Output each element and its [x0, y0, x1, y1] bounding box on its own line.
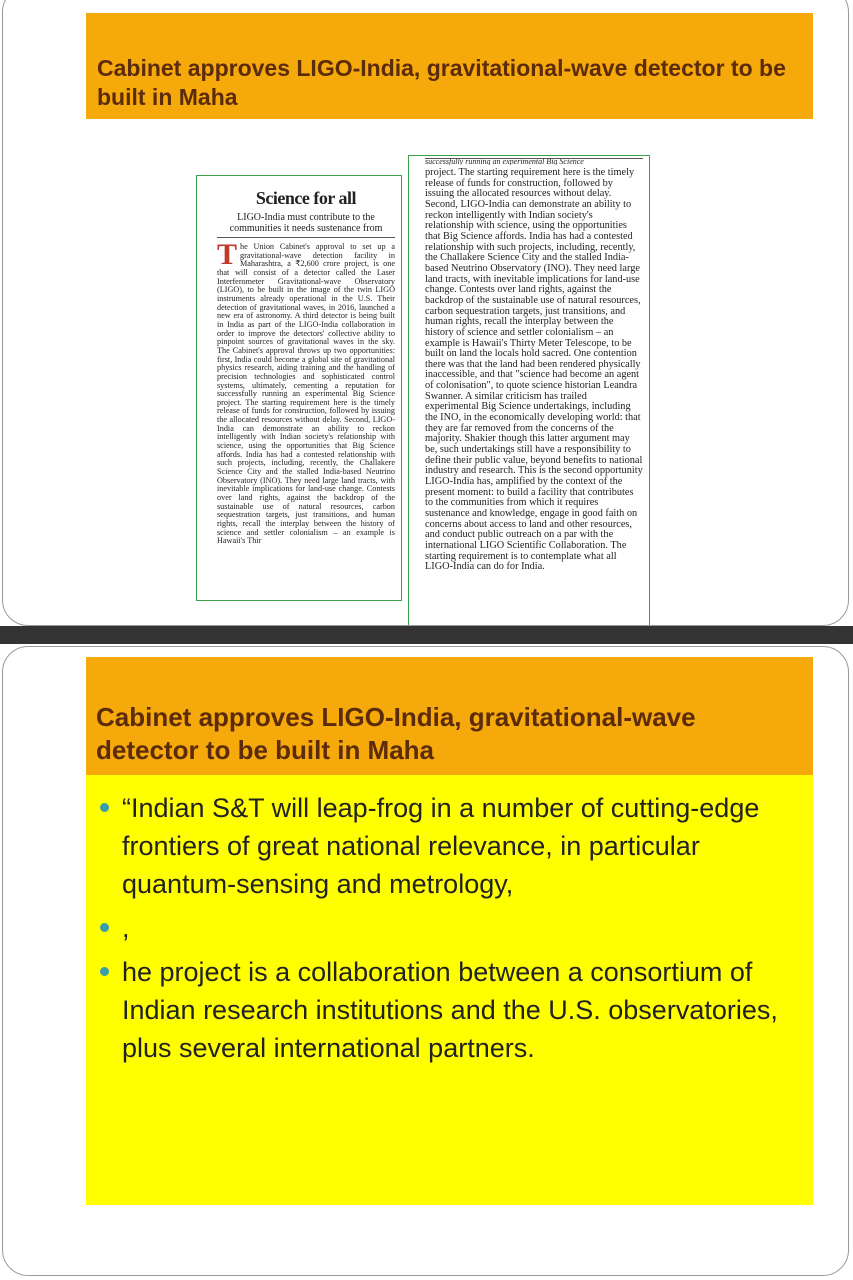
clipping-subhead: LIGO-India must contribute to the communities it needs sustenance from [217, 212, 395, 238]
bullet-content [86, 775, 813, 1205]
slide-1 [2, 0, 849, 626]
bullet-item [98, 953, 799, 1067]
clipping-body-continued: project. The starting requirement here is the timely release of funds for construction, followed by issuing the allocated resources without delay. Second, LIGO-India can demonstrate an ability to reckon intelligently with Indian society's relationship with science, using the opportunities that Big Science affords. India has had a contested relationship with such projects, including, recently, the Challakere Science City and the stalled India-based Neutrino Observatory (INO). They need large land tracts, with inevitable implications for land-use change. Contests over land rights, against the backdrop of the sustainable use of natural resources, carbon sequestration targets, just transitions, and human rights, recall the interplay between the history of science and settler colonialism – an example is Hawaii's Thirty Meter Telescope, to be built on land the locals hold sacred. One contention there was that the land had been rendered physically inaccessible, and that "science had become an agent of colonisation", to quote science historian Leandra Swanner. A similar criticism has trailed experimental Big Science undertakings, including the INO, in the economically developing world: that they are far removed from the concerns of the majority. Shakier though this latter argument may be, such undertakings still have a responsibility to define their public value, beyond benefits to national industry and research. This is the second opportunity LIGO-India has, amplified by the context of the present moment: to build a facility that contributes to the communities from which it requires sustenance and knowledge, engage in good faith on concerns about access to land and other resources, and conduct public outreach on a par with the international LIGO Scientific Collaboration. The starting requirement is to contemplate what all LIGO-India can do for India. [425, 167, 643, 573]
clipping-cut-line: successfully running an experimental Big Science [425, 158, 643, 165]
slide-title: Cabinet approves LIGO-India, gravitational-wave detector to be built in Maha [97, 55, 786, 110]
slide-title-banner [86, 13, 813, 119]
bullet-dot-icon [100, 967, 109, 976]
clipping-body-text: he Union Cabinet's approval to set up a gravitational-wave detection facility in Maharashtra, a ₹2,600 crore project, is one that will consist of a detector called the Laser Interferometer Gravitational-wave Observatory (LIGO), to be built in the image of the twin LIGO instruments already operational in the U.S. Their detection of gravitational waves, in 2016, launched a new era of astronomy. A third detector is being built in India as part of the LIGO-India collaboration in order to improve the detectors' collective ability to pinpoint sources of gravitational waves in the sky. The Cabinet's approval throws up two opportunities: first, India could become a global site of gravitational physics research, aiding training and the handling of precision technologies and sophisticated control systems, ultimately, cementing a reputation for successfully running an experimental Big Science project. The starting requirement here is the timely release of funds for construction, followed by issuing the allocated resources without delay. Second, LIGO-India can demonstrate an ability to reckon intelligently with Indian society's relationship with science, using the opportunities that Big Science affords. India has had a contested relationship with such projects, including, recently, the Challakere Science City and the stalled India-based Neutrino Observatory (INO). They need large land tracts, with inevitable implications for land-use change. Contests over land rights, against the backdrop of the sustainable use of natural resources, carbon sequestration targets, just transitions, and human rights, recall the interplay between the history of science and settler colonialism – an example is Hawaii's Thir [217, 242, 395, 546]
bullet-text: “Indian S&T will leap-frog in a number of cutting-edge frontiers of great national relevance, in particular quantum-sensing and metrology, [122, 793, 760, 899]
bullet-item [98, 789, 799, 903]
bullet-item [98, 909, 799, 947]
slide-2 [2, 646, 849, 1276]
slide-title: Cabinet approves LIGO-India, gravitational-wave detector to be built in Maha [96, 702, 696, 765]
bullet-text: , [122, 913, 130, 943]
clipping-body [217, 238, 395, 546]
page-separator [0, 626, 853, 644]
bullet-text: he project is a collaboration between a consortium of Indian research institutions and the U.S. observatories, plus several international partners. [122, 957, 778, 1063]
drop-cap: T [217, 238, 238, 271]
bullet-dot-icon [100, 803, 109, 812]
clipping-headline: Science for all [255, 188, 357, 208]
bullet-dot-icon [100, 923, 109, 932]
newspaper-clipping-right [408, 155, 650, 626]
slide-title-banner [86, 657, 813, 775]
newspaper-clipping-left [196, 175, 402, 601]
